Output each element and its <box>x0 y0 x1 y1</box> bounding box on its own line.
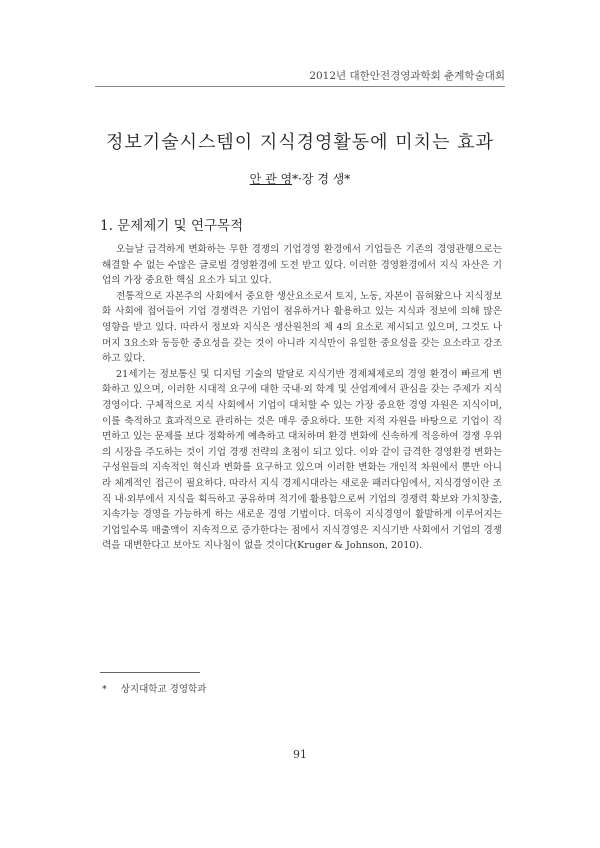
footnote-mark: * <box>102 684 107 695</box>
footnote <box>102 681 206 695</box>
footnote-divider <box>100 672 200 673</box>
paper-title: 정보기술시스템이 지식경영활동에 미치는 효과 <box>106 132 494 153</box>
author-separator: *· <box>292 172 302 186</box>
body-paragraph: 오늘날 급격하게 변화하는 무한 경쟁의 기업경영 환경에서 기업들은 기존의 경영관행으로는 해결할 수 없는 수많은 글로벌 경영환경에 도전 받고 있다. 이러한 경영환경에서 지식 자산은 기업의 가장 중요한 핵심 요소가 되고 있다. <box>102 244 502 287</box>
author-secondary: 장 경 생* <box>301 172 351 186</box>
header-divider <box>95 86 505 87</box>
author-primary: 안 관 영 <box>249 172 293 186</box>
body-paragraph: 21세기는 정보통신 및 디지털 기술의 발달로 지식기반 경제체제로의 경영 환경이 빠르게 변화하고 있으며, 이러한 시대적 요구에 대한 국내·외 학계 및 산업계에서 관심을 갖는 주제가 지식경영이다. 구체적으로 지식 사회에서 기업이 대처할 수 있는 가장 중요한 경영 자원은 지식이며, 이를 축적하고 효과적으로 관리하는 것은 매우 중요하다. 또한 지적 자원을 바탕으로 기업이 직면하고 있는 문제를 보다 정확하게 예측하고 대처하며 환경 변화에 신속하게 적응하여 경쟁 우위의 시장을 주도하는 것이 기업 경쟁 전략의 초점이 되고 있다. 이와 같이 급격한 경영환경 변화는 구성원들의 지속적인 혁신과 변화를 요구하고 있으며 이러한 변화는 개인적 차원에서 뿐만 아니라 체계적인 접근이 필요하다. 따라서 지식 경제시대라는 새로운 패러다임에서, 지식경영이란 조직 내·외부에서 지식을 획득하고 공유하며 적기에 활용함으로써 기업의 경쟁력 확보와 가치창출, 지속가능 경영을 가능하게 하는 새로운 경영 기법이다. 더욱이 지식경영이 활발하게 이루어지는 기업일수록 매출액이 지속적으로 증가한다는 점에서 지식경영은 지식기반 사회에서 기업의 경쟁력을 대변한다고 보아도 지나침이 없을 것이다(Kruger & Johnson, 2010). <box>102 368 502 552</box>
author-line <box>0 170 600 187</box>
running-header: 2012년 대한안전경영과학회 춘계학술대회 <box>309 70 505 82</box>
page-number: 91 <box>293 748 307 761</box>
footnote-text: 상지대학교 경영학과 <box>120 684 207 695</box>
section-heading: 1. 문제제기 및 연구목적 <box>100 218 244 234</box>
body-paragraph: 전통적으로 자본주의 사회에서 중요한 생산요소로서 토지, 노동, 자본이 꼽혀왔으나 지식정보화 사회에 접어들어 기업 경쟁력은 기업이 점유하거나 활용하고 있는 지식과 정보에 의해 많은 영향을 받고 있다. 따라서 정보와 지식은 생산원천의 제 4의 요소로 제시되고 있으며, 그것도 나머지 3요소와 동등한 중요성을 갖는 것이 아니라 지식만이 유일한 중요성을 갖는 요소라고 강조하고 있다. <box>102 290 502 365</box>
body-text <box>102 242 502 554</box>
